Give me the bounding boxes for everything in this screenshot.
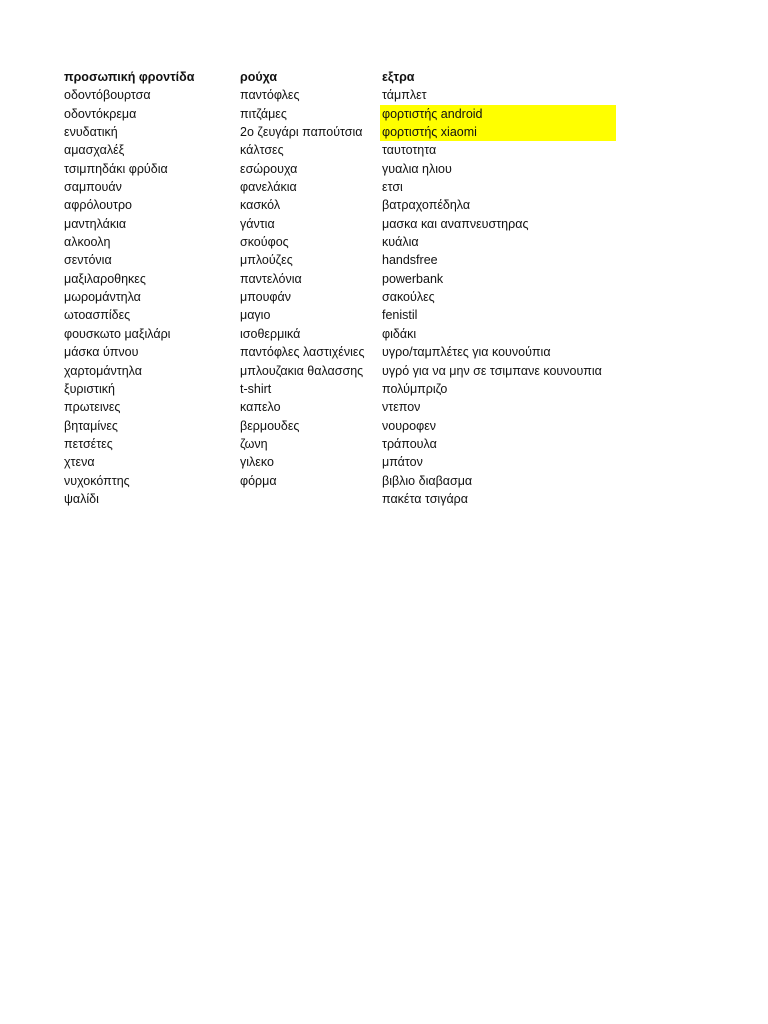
- list-item: σκούφος: [240, 235, 289, 250]
- list-item: υγρό για να μην σε τσιμπανε κουνουπια: [382, 363, 602, 378]
- list-item: μπουφάν: [240, 290, 292, 305]
- list-item: κασκόλ: [240, 198, 281, 213]
- list-item: χτενα: [64, 455, 95, 470]
- list-item: παντελόνια: [240, 271, 302, 286]
- list-item: τσιμπηδάκι φρύδια: [64, 161, 168, 176]
- list-item: μαξιλαροθηκες: [64, 271, 146, 286]
- list-item: μπάτον: [382, 455, 423, 470]
- list-item: μωρομάντηλα: [64, 290, 141, 305]
- list-item: φόρμα: [240, 473, 277, 488]
- list-item: ενυδατική: [64, 125, 118, 140]
- list-item: φιδάκι: [382, 326, 417, 341]
- list-item: γυαλια ηλιου: [382, 161, 452, 176]
- list-item: γιλεκο: [240, 455, 274, 470]
- list-item: καπελο: [240, 400, 281, 415]
- list-item: νυχοκόπτης: [64, 473, 130, 488]
- list-item: t-shirt: [240, 381, 272, 396]
- list-item: μαντηλάκια: [64, 216, 127, 231]
- list-item: fenistil: [382, 308, 418, 323]
- list-item: πετσέτες: [64, 436, 113, 451]
- list-item: ταυτοτητα: [382, 143, 437, 158]
- list-item: εσώρουχα: [240, 161, 298, 176]
- list-item: νουροφεν: [382, 418, 437, 433]
- list-item: πολύμπριζο: [382, 381, 448, 396]
- list-item: ψαλίδι: [64, 491, 99, 506]
- list-item: μπλούζες: [240, 253, 293, 268]
- list-item: βιβλιο διαβασμα: [382, 473, 473, 488]
- column-header: ρούχα: [240, 70, 278, 84]
- list-item: τάμπλετ: [382, 88, 427, 103]
- list-item: βερμουδες: [240, 418, 300, 433]
- list-item: σαμπουάν: [64, 180, 122, 195]
- list-item: [382, 123, 632, 141]
- list-item: χαρτομάντηλα: [64, 363, 142, 378]
- list-item: υγρο/ταμπλέτες για κουνούπια: [382, 345, 551, 360]
- list-item: φουσκωτο μαξιλάρι: [64, 326, 171, 341]
- list-item: φανελάκια: [240, 180, 297, 195]
- list-item: μασκα και αναπνευστηρας: [382, 216, 529, 231]
- list-item: 2ο ζευγάρι παπούτσια: [240, 125, 363, 140]
- list-item: ισοθερμικά: [240, 326, 301, 341]
- list-item: βατραχοπέδηλα: [382, 198, 471, 213]
- list-item: powerbank: [382, 271, 444, 286]
- list-item: μπλουζακια θαλασσης: [240, 363, 364, 378]
- list-item: πιτζάμες: [240, 106, 287, 121]
- list-item: σεντόνια: [64, 253, 112, 268]
- list-item: οδοντόβουρτσα: [64, 88, 151, 103]
- list-item: αλκοολη: [64, 235, 111, 250]
- list-item: γάντια: [240, 216, 275, 231]
- list-item-label: φορτιστής android: [382, 106, 483, 121]
- list-item: ετσι: [382, 180, 403, 195]
- list-item: αμασχαλέξ: [64, 143, 125, 158]
- column-personal-care: [64, 68, 226, 508]
- list-item: παντόφλες: [240, 88, 300, 103]
- column-header: εξτρα: [382, 70, 415, 84]
- list-item: κυάλια: [382, 235, 419, 250]
- column-clothes: [240, 68, 380, 490]
- list-item-label: φορτιστής xiaomi: [382, 125, 477, 140]
- list-item: handsfree: [382, 253, 438, 268]
- list-item: ωτοασπίδες: [64, 308, 131, 323]
- list-item: ζωνη: [240, 436, 268, 451]
- list-item: πακέτα τσιγάρα: [382, 491, 469, 506]
- list-item: αφρόλουτρο: [64, 198, 133, 213]
- list-item: οδοντόκρεμα: [64, 106, 137, 121]
- list-item: τράπουλα: [382, 436, 437, 451]
- list-item: βηταμίνες: [64, 418, 118, 433]
- list-item: κάλτσες: [240, 143, 284, 158]
- column-header: προσωπική φροντίδα: [64, 70, 195, 84]
- list-item: ντεπον: [382, 400, 421, 415]
- list-item: σακούλες: [382, 290, 435, 305]
- column-extra: [382, 68, 632, 508]
- list-item: [382, 105, 632, 123]
- list-item: μάσκα ύπνου: [64, 345, 139, 360]
- list-item: μαγιο: [240, 308, 271, 323]
- list-item: ξυριστική: [64, 381, 115, 396]
- list-item: πρωτεινες: [64, 400, 121, 415]
- list-item: παντόφλες λαστιχένιες: [240, 345, 365, 360]
